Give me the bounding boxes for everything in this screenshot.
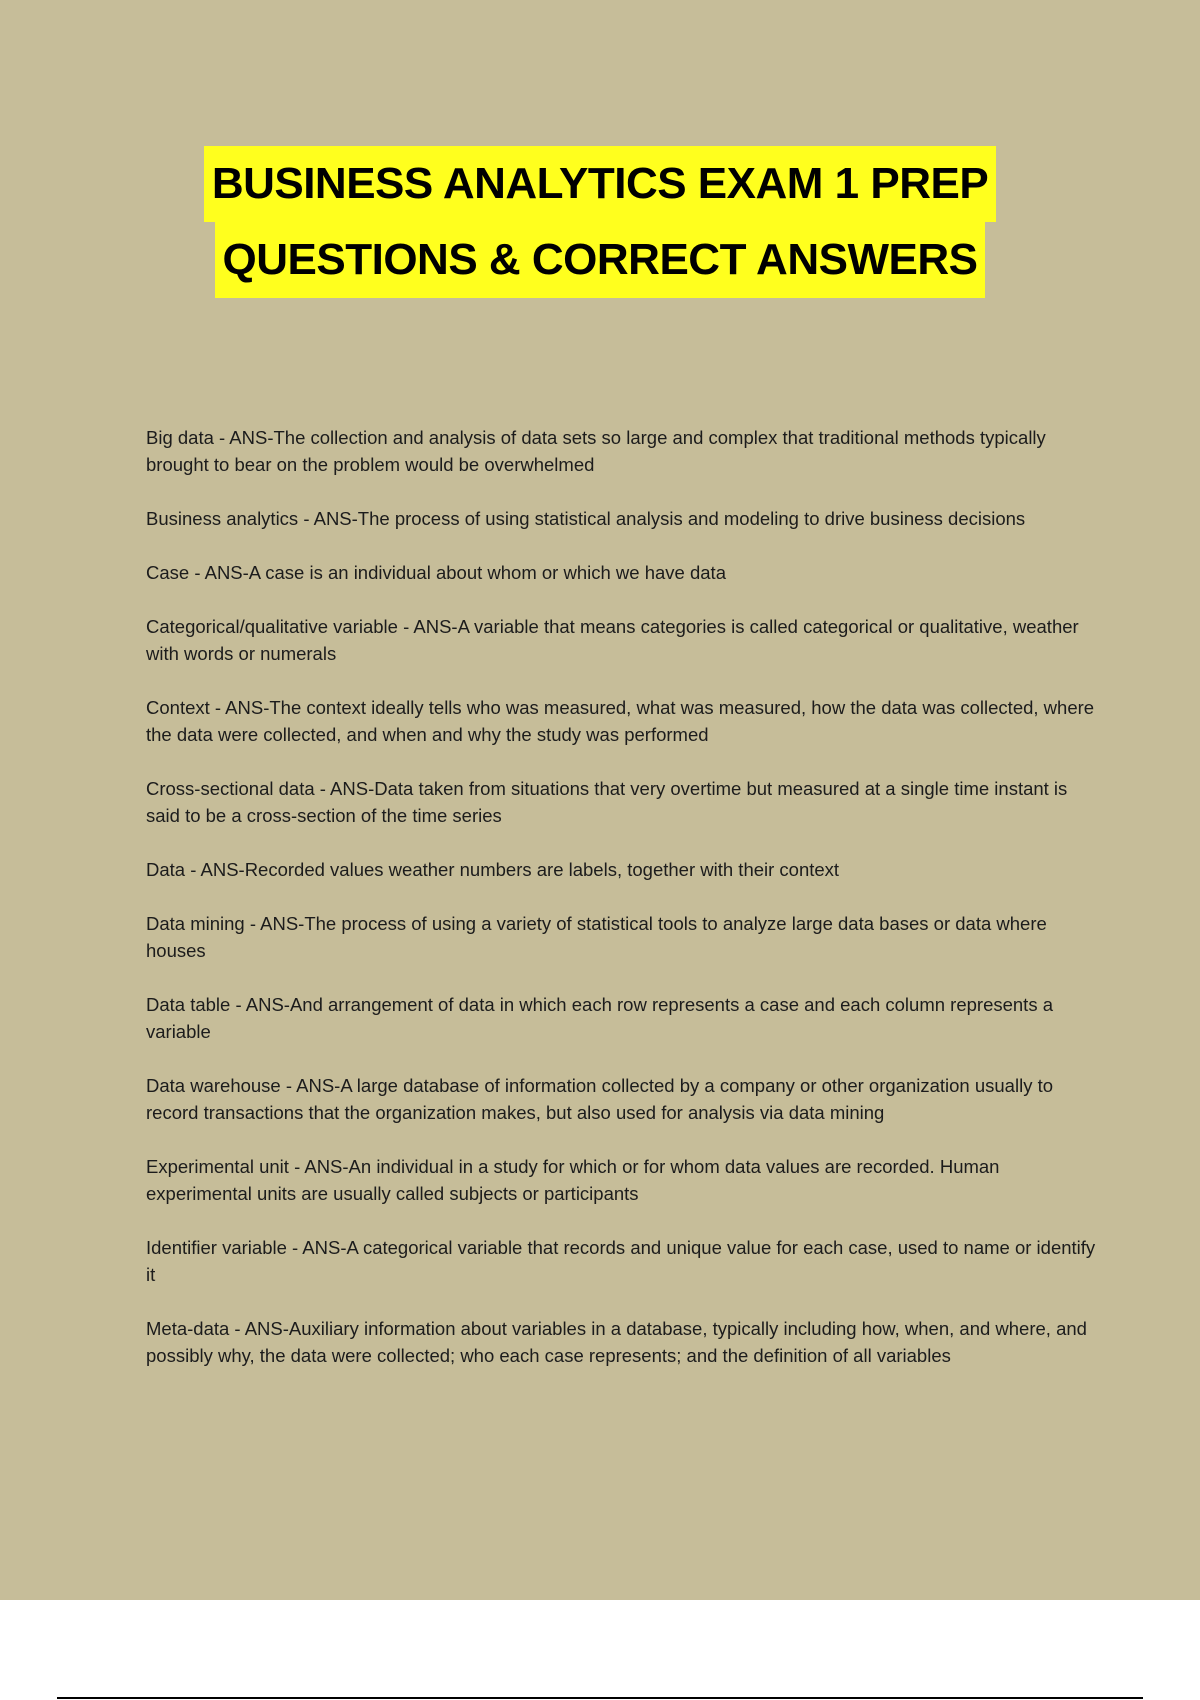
- definition-data-table: Data table - ANS-And arrangement of data in which each row represents a case and each column represents a variable: [146, 994, 1054, 1042]
- definition-case: Case - ANS-A case is an individual about whom or which we have data: [146, 562, 726, 583]
- definition-experimental-unit: Experimental unit - ANS-An individual in a study for which or for whom data values are recorded. Human experimental units are usually called subjects or participants: [146, 1156, 1000, 1204]
- title-line-1: BUSINESS ANALYTICS EXAM 1 PREP: [204, 146, 996, 222]
- definition-data-warehouse: Data warehouse - ANS-A large database of information collected by a company or other organization usually to record transactions that the organization makes, but also used for analysis via data mining: [146, 1075, 1054, 1123]
- definition-cross-sectional-data: Cross-sectional data - ANS-Data taken from situations that very overtime but measured at a single time instant is said to be a cross-section of the time series: [146, 778, 1068, 826]
- document-title: [0, 146, 1200, 298]
- definition-business-analytics: Business analytics - ANS-The process of using statistical analysis and modeling to drive business decisions: [146, 508, 1026, 529]
- title-line-2: QUESTIONS & CORRECT ANSWERS: [215, 222, 986, 298]
- definition-context: Context - ANS-The context ideally tells who was measured, what was measured, how the data was collected, where the data were collected, and when and why the study was performed: [146, 697, 1095, 745]
- definition-data-mining: Data mining - ANS-The process of using a variety of statistical tools to analyze large data bases or data where houses: [146, 913, 1047, 961]
- page-divider: [57, 1697, 1143, 1699]
- definition-big-data: Big data - ANS-The collection and analysis of data sets so large and complex that traditional methods typically brought to bear on the problem would be overwhelmed: [146, 427, 1046, 475]
- definition-identifier-variable: Identifier variable - ANS-A categorical variable that records and unique value for each case, used to name or identify it: [146, 1237, 1096, 1285]
- definition-meta-data: Meta-data - ANS-Auxiliary information about variables in a database, typically including how, when, and where, and possibly why, the data were collected; who each case represents; and the definition of all variables: [146, 1318, 1087, 1366]
- definition-data: Data - ANS-Recorded values weather numbers are labels, together with their context: [146, 859, 840, 880]
- definition-categorical-variable: Categorical/qualitative variable - ANS-A variable that means categories is called categorical or qualitative, weather with words or numerals: [146, 616, 1079, 664]
- definition-list: [146, 424, 1096, 1396]
